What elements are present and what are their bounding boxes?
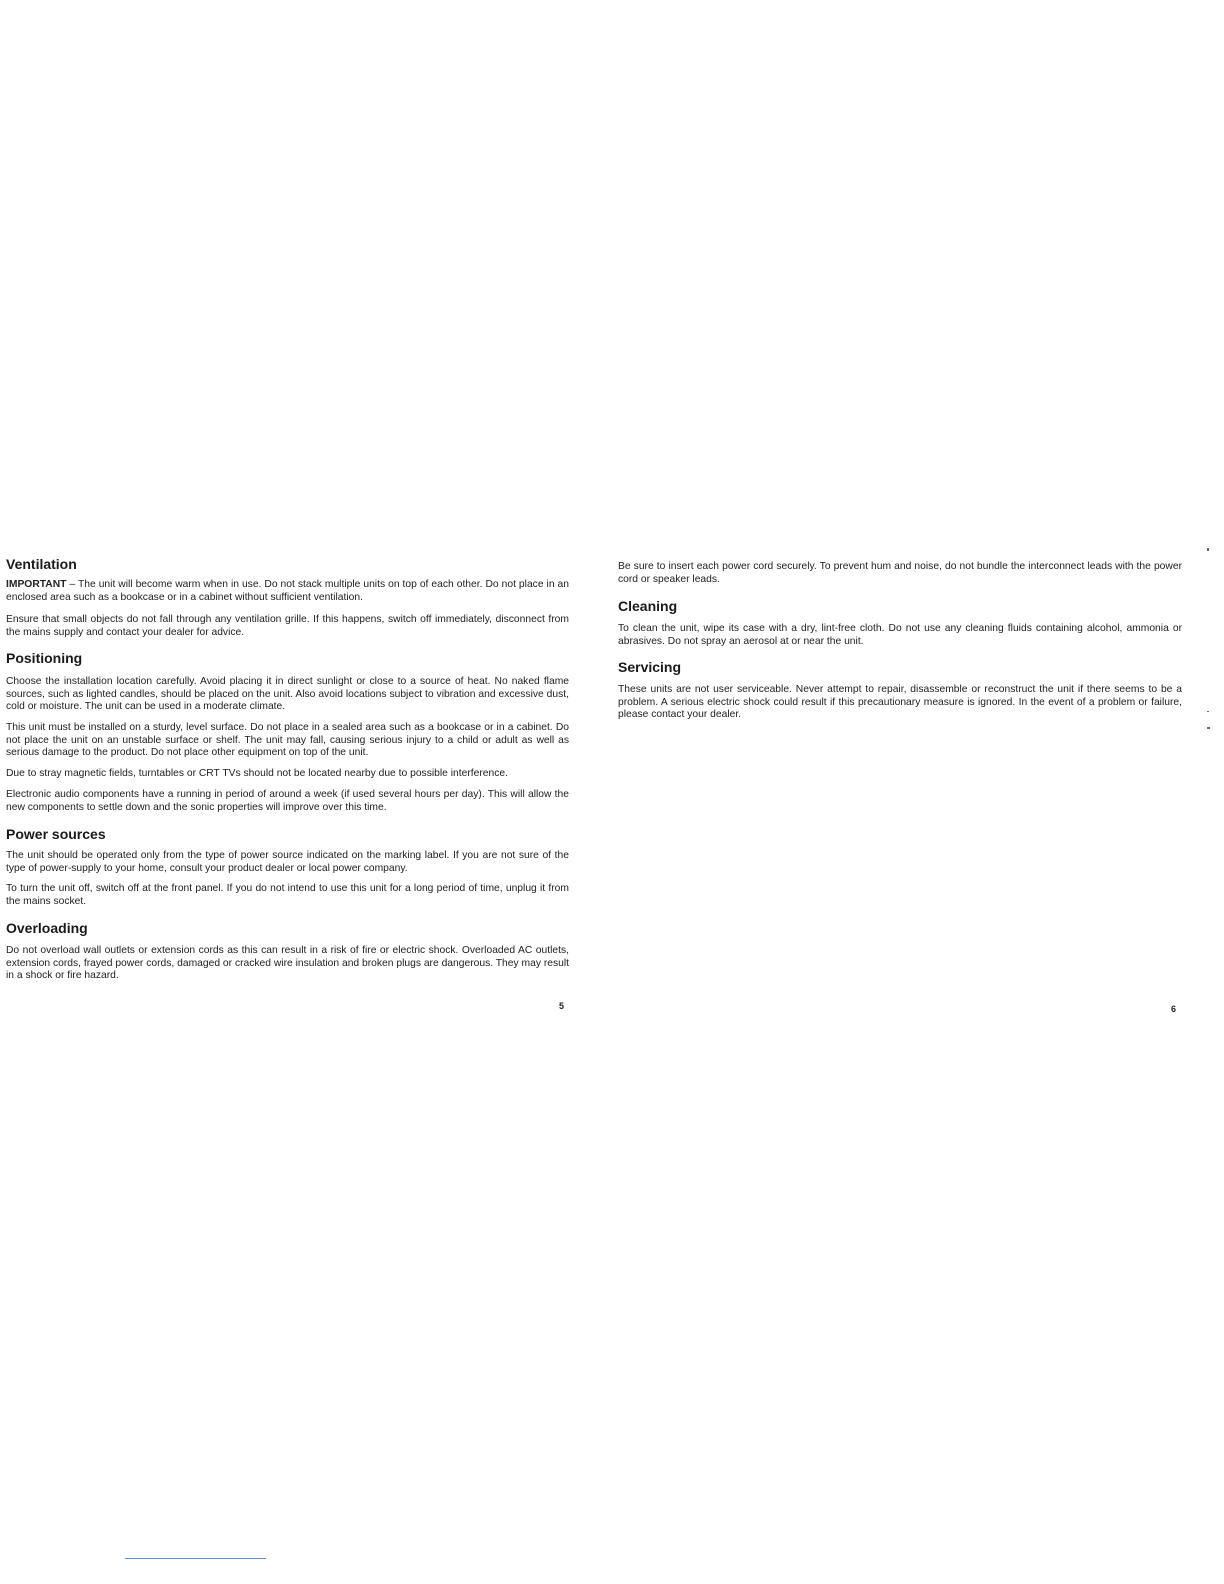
scan-speck bbox=[1207, 548, 1209, 551]
positioning-paragraph-2: This unit must be installed on a sturdy, level surface. Do not place in a sealed area such as a bookcase or in a cabinet. Do not place the unit on an unstable surface or shelf. The unit may fall, causing serious injury to a child or adult as well as serious damage to the product. Do not place other equipment on top of the unit. bbox=[6, 722, 569, 758]
power-sources-paragraph-1: The unit should be operated only from the type of power source indicated on the marking label. If you are not sure of the type of power-supply to your home, consult your product dealer or local power company. bbox=[6, 850, 569, 874]
power-sources-heading: Power sources bbox=[6, 826, 106, 842]
page-number-5: 5 bbox=[559, 1001, 565, 1011]
ventilation-paragraph-2: Ensure that small objects do not fall through any ventilation grille. If this happens, switch off immediately, disconnect from the mains supply and contact your dealer for advice. bbox=[6, 614, 569, 638]
positioning-paragraph-1: Choose the installation location carefully. Avoid placing it in direct sunlight or close to a source of heat. No naked flame sources, such as lighted candles, should be placed on the unit. Also avoid locations subject to vibration and excessive dust, cold or moisture. The unit can be used in a moderate climate. bbox=[6, 676, 569, 712]
positioning-paragraph-3: Due to stray magnetic fields, turntables or CRT TVs should not be located nearby due to possible interference. bbox=[6, 768, 508, 779]
power-sources-paragraph-2: To turn the unit off, switch off at the front panel. If you do not intend to use this unit for a long period of time, unplug it from the mains socket. bbox=[6, 883, 569, 907]
footnote-rule bbox=[125, 1558, 266, 1559]
page-number-6: 6 bbox=[1171, 1004, 1177, 1014]
ventilation-paragraph-1 bbox=[6, 579, 569, 604]
positioning-heading: Positioning bbox=[6, 650, 83, 666]
ventilation-heading: Ventilation bbox=[6, 556, 77, 572]
important-label: IMPORTANT bbox=[6, 579, 67, 590]
positioning-paragraph-4: Electronic audio components have a running in period of around a week (if used several hours per day). This will allow the new components to settle down and the sonic properties will improve over this time. bbox=[6, 789, 569, 813]
power-cord-paragraph: Be sure to insert each power cord securely. To prevent hum and noise, do not bundle the interconnect leads with the power cord or speaker leads. bbox=[618, 561, 1182, 585]
overloading-paragraph-1: Do not overload wall outlets or extension cords as this can result in a risk of fire or electric shock. Overloaded AC outlets, extension cords, frayed power cords, damaged or cracked wire insulation and broken plugs are dangerous. They may result in a shock or fire hazard. bbox=[6, 945, 570, 981]
ventilation-paragraph-1-text: – The unit will become warm when in use. Do not stack multiple units on top of each other. Do not place in an enclosed area such as a bookcase or in a cabinet without sufficient ventilation. bbox=[6, 579, 569, 603]
scan-speck bbox=[1207, 711, 1209, 712]
scan-speck bbox=[1207, 727, 1210, 729]
servicing-heading: Servicing bbox=[618, 659, 682, 675]
cleaning-heading: Cleaning bbox=[618, 598, 678, 614]
cleaning-paragraph-1: To clean the unit, wipe its case with a dry, lint-free cloth. Do not use any cleaning fluids containing alcohol, ammonia or abrasives. Do not spray an aerosol at or near the unit. bbox=[618, 623, 1182, 647]
servicing-paragraph-1: These units are not user serviceable. Never attempt to repair, disassemble or reconstruct the unit if there seems to be a problem. A serious electric shock could result if this precautionary measure is ignored. In the event of a problem or failure, please contact your dealer. bbox=[618, 684, 1182, 720]
overloading-heading: Overloading bbox=[6, 920, 88, 936]
